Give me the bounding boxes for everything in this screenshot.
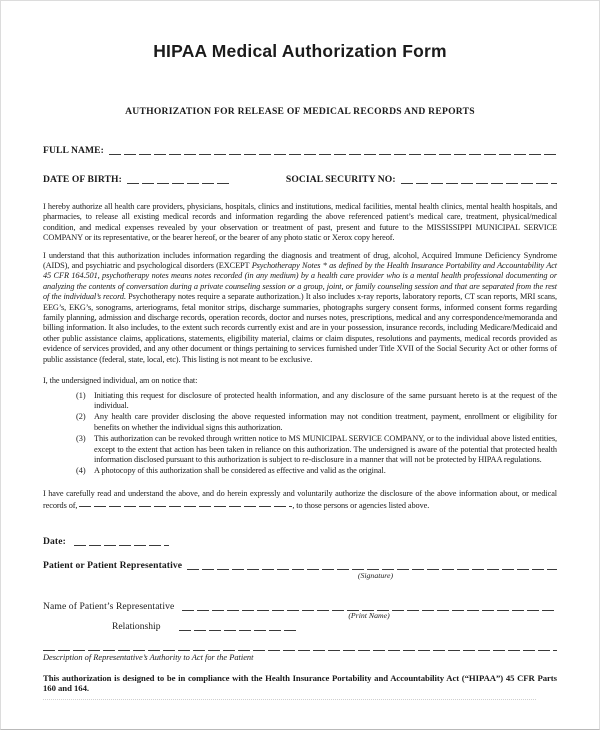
scan-artifact-line	[43, 699, 536, 700]
document-subtitle: AUTHORIZATION FOR RELEASE OF MEDICAL RECORDS AND REPORTS	[125, 106, 475, 117]
understanding-paragraph	[43, 251, 557, 365]
patient-representative-label: Patient or Patient Representative	[43, 559, 183, 571]
list-item-text: Initiating this request for disclosure of protected health information, and any disclosure of the same pursuant hereto is at the request of the individual.	[94, 390, 557, 410]
list-item	[43, 412, 557, 433]
ssn-label: SOCIAL SECURITY NO:	[285, 174, 396, 185]
relationship-row	[43, 620, 557, 632]
compliance-statement: This authorization is designed to be in compliance with the Health Insurance Portability and Accountability Act (“HIPAA”) 45 CFR Parts 160 and 164.	[43, 672, 557, 694]
list-item-number: (2)	[76, 412, 86, 422]
representative-name-label: Name of Patient’s Representative	[43, 600, 175, 612]
dob-ssn-row	[43, 173, 557, 185]
understanding-text-post: Psychotherapy notes require a separate authorization.) It also includes x-ray reports, laboratory reports, CT scan reports, MRI scans, EEG’s, EKG’s, sonograms, arteriograms, fetal monitor strips, discharge summaries, photographs surgery consent forms, informed consent forms regarding family planning, admission and discharge records, operation records, doctor and nurses notes, prescriptions, medical and any correspondence/memoranda and billing information. It also includes, to the extent such records currently exist and are in your possession, insurance records, including Medicare/Medicaid and other public assistance claims, applications, statements, eligibility material, claims or claim disputes, resolutions and payments, medical records provided as evidence of services provided, and any other document or things pertaining to services furnished under Title XVII of the Social Security Act or other forms of public assistance (federal, state, local, etc). This listing is not meant to be exclusive.	[43, 292, 557, 364]
list-item-text: A photocopy of this authorization shall be considered as effective and valid as the original.	[94, 466, 386, 476]
authority-description-field[interactable]	[43, 645, 557, 651]
relationship-field[interactable]	[179, 620, 298, 632]
consent-text-post: , to those persons or agencies listed above.	[292, 501, 430, 511]
signature-caption: (Signature)	[357, 570, 394, 580]
print-name-caption: (Print Name)	[348, 610, 390, 620]
notice-intro: I, the undersigned individual, am on notice that:	[43, 376, 198, 386]
list-item	[43, 466, 557, 476]
page-title: HIPAA Medical Authorization Form	[153, 41, 447, 61]
understanding-text-pre: I understand that this authorization includes information regarding the diagnosis and treatment of drug, alcohol, Acquired Immune Deficiency Syndrome (AIDS), and psychiatric and psychological disorders (EXCEPT	[43, 250, 557, 271]
list-item-number: (1)	[76, 390, 86, 400]
full-name-field[interactable]	[109, 144, 557, 156]
full-name-label: FULL NAME:	[43, 145, 104, 156]
date-of-birth-field[interactable]	[127, 173, 230, 185]
ssn-field[interactable]	[401, 173, 557, 185]
date-row	[43, 535, 557, 547]
patient-representative-row	[43, 559, 557, 571]
list-item	[43, 434, 557, 465]
psychotherapy-notes-definition: Psychotherapy Notes * as defined by the Health Insurance Portability and Accountability Act 45 CFR 164.501, psychotherapy notes means notes recorded (in any medium) by a health care provider who is a mental health professional documenting or analyzing the contents of conversation during a private counseling session or a group, joint, or family counseling session and that are separated from the rest of the individual’s record.	[43, 261, 557, 302]
list-item-text: This authorization can be revoked through written notice to MS MUNICIPAL SERVICE COMPANY, or to the individual above listed entities, except to the extent that action has been taken in reliance on this authorization. The undersigned is aware of the potential that protected health information disclosed pursuant to this authorization is subject to re-disclosure in a manner that will not be protected by HIPAA regulations.	[94, 434, 557, 464]
authorization-paragraph: I hereby authorize all health care providers, physicians, hospitals, clinics and institutions, medical facilities, mental health clinics, mental health hospitals, and pharmacies, to release all existing medical records and information regarding the above referenced patient’s medical care, treatment, physical/medical condition, and medical expenses revealed by your observation or treatment of past, present and future to the MISSISSIPPI MUNICIPAL SERVICE COMPANY or its representative, or the bearer hereof, or the bearer of any photo static or Xerox copy hereof.	[43, 202, 557, 243]
signature-field[interactable]	[187, 559, 557, 571]
notice-list	[43, 391, 557, 477]
list-item-number: (4)	[76, 466, 86, 476]
consent-paragraph	[43, 489, 557, 512]
list-item	[43, 391, 557, 412]
date-field[interactable]	[74, 535, 169, 547]
list-item-number: (3)	[76, 434, 86, 444]
relationship-label: Relationship	[112, 620, 161, 632]
authority-description-caption: Description of Representative’s Authority to Act for the Patient	[43, 652, 254, 662]
list-item-text: Any health care provider disclosing the above requested information may not condition treatment, payment, enrollment or eligibility for benefits on whether the individual signs this authorization.	[94, 412, 557, 432]
date-label: Date:	[43, 535, 66, 547]
representative-name-row	[43, 600, 557, 612]
date-of-birth-label: DATE OF BIRTH:	[43, 174, 122, 185]
consent-text-pre: I have carefully read and understand the above, and do herein expressly and voluntarily authorize the disclosure of the above information about, or medical records of,	[43, 488, 557, 511]
records-of-field[interactable]	[79, 499, 292, 508]
full-name-row	[43, 144, 557, 156]
print-name-field[interactable]	[182, 600, 557, 612]
